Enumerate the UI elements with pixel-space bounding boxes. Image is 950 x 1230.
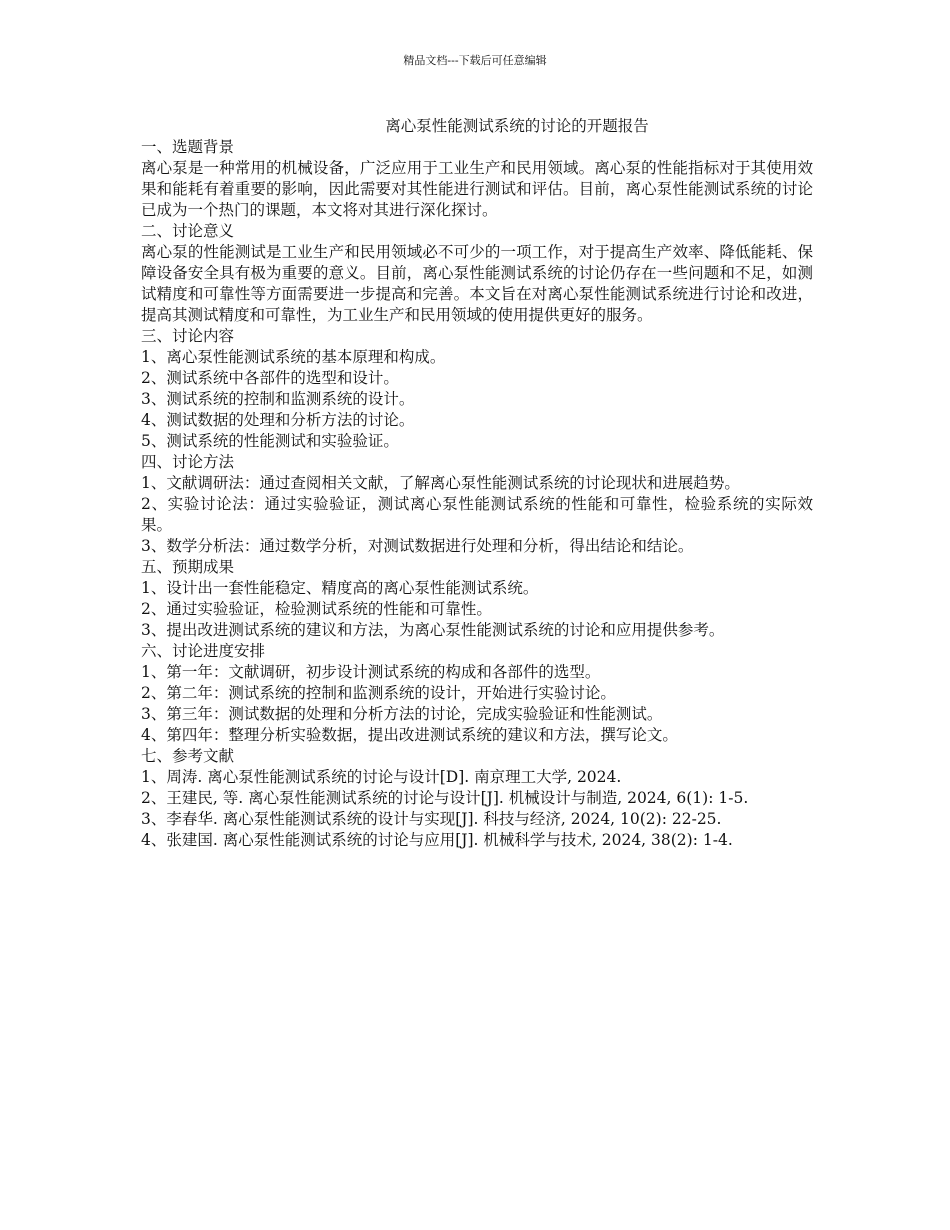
reference-item: 4、张建国. 离心泵性能测试系统的讨论与应用[J]. 机械科学与技术, 2024, 38(2): 1-4. — [141, 831, 733, 849]
section-heading-content: 三、讨论内容 — [141, 327, 235, 345]
section-heading-methods: 四、讨论方法 — [141, 453, 235, 471]
section-heading-results: 五、预期成果 — [141, 558, 235, 576]
list-item: 2、测试系统中各部件的选型和设计。 — [141, 369, 399, 387]
document-body — [141, 116, 813, 851]
list-item: 4、第四年：整理分析实验数据，提出改进测试系统的建议和方法，撰写论文。 — [141, 726, 678, 744]
page-header: 精品文档---下载后可任意编辑 — [403, 54, 547, 67]
list-item: 1、第一年：文献调研，初步设计测试系统的构成和各部件的选型。 — [141, 663, 601, 681]
list-item: 1、文献调研法：通过查阅相关文献，了解离心泵性能测试系统的讨论现状和进展趋势。 — [141, 474, 740, 492]
list-item: 2、第二年：测试系统的控制和监测系统的设计，开始进行实验讨论。 — [141, 684, 616, 702]
list-item: 3、数学分析法：通过数学分析，对测试数据进行处理和分析，得出结论和结论。 — [141, 537, 694, 555]
list-item: 3、提出改进测试系统的建议和方法，为离心泵性能测试系统的讨论和应用提供参考。 — [141, 621, 725, 639]
section-heading-significance: 二、讨论意义 — [141, 222, 235, 240]
section-heading-references: 七、参考文献 — [141, 747, 235, 765]
list-item: 5、测试系统的性能测试和实验验证。 — [141, 432, 399, 450]
section-heading-background: 一、选题背景 — [141, 138, 235, 156]
reference-item: 2、王建民, 等. 离心泵性能测试系统的讨论与设计[J]. 机械设计与制造, 2024, 6(1): 1-5. — [141, 789, 749, 807]
section-text-background: 离心泵是一种常用的机械设备，广泛应用于工业生产和民用领域。离心泵的性能指标对于其使用效果和能耗有着重要的影响，因此需要对其性能进行测试和评估。目前，离心泵性能测试系统的讨论已成为一个热门的课题，本文将对其进行深化探讨。 — [141, 159, 813, 219]
document-title: 离心泵性能测试系统的讨论的开题报告 — [385, 117, 649, 135]
reference-item: 1、周涛. 离心泵性能测试系统的讨论与设计[D]. 南京理工大学, 2024. — [141, 768, 622, 786]
section-heading-schedule: 六、讨论进度安排 — [141, 642, 266, 660]
list-item: 1、离心泵性能测试系统的基本原理和构成。 — [141, 348, 446, 366]
list-item: 3、测试系统的控制和监测系统的设计。 — [141, 390, 415, 408]
list-item: 1、设计出一套性能稳定、精度高的离心泵性能测试系统。 — [141, 579, 539, 597]
reference-item: 3、李春华. 离心泵性能测试系统的设计与实现[J]. 科技与经济, 2024, 10(2): 22-25. — [141, 810, 722, 828]
list-item: 2、实验讨论法：通过实验验证，测试离心泵性能测试系统的性能和可靠性，检验系统的实际效果。 — [141, 495, 813, 534]
list-item: 4、测试数据的处理和分析方法的讨论。 — [141, 411, 415, 429]
list-item: 2、通过实验验证，检验测试系统的性能和可靠性。 — [141, 600, 492, 618]
list-item: 3、第三年：测试数据的处理和分析方法的讨论，完成实验验证和性能测试。 — [141, 705, 663, 723]
section-text-significance: 离心泵的性能测试是工业生产和民用领域必不可少的一项工作，对于提高生产效率、降低能耗、保障设备安全具有极为重要的意义。目前，离心泵性能测试系统的讨论仍存在一些问题和不足，如测试精度和可靠性等方面需要进一步提高和完善。本文旨在对离心泵性能测试系统进行讨论和改进，提高其测试精度和可靠性，为工业生产和民用领域的使用提供更好的服务。 — [141, 243, 813, 324]
